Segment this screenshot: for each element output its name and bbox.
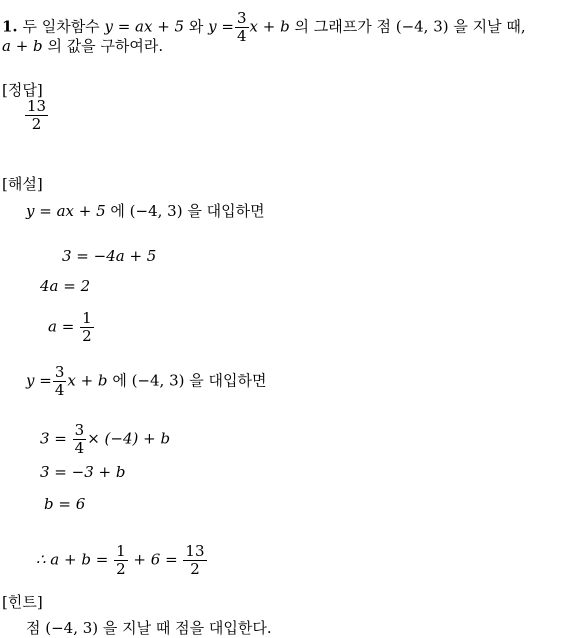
solution-substitute-text-1: 에 (−4, 3) 을 대입하면: [110, 202, 265, 220]
final-numerator-1: 1: [116, 542, 126, 560]
solution-equation-1: y = ax + 5: [26, 202, 106, 220]
s3-denominator: 2: [82, 327, 92, 345]
final-lhs: ∴ a + b =: [36, 550, 109, 569]
fraction-numerator: 3: [236, 9, 247, 27]
answer-fraction: [25, 98, 48, 133]
final-fraction-2: [183, 543, 206, 578]
sub2-fraction: [53, 364, 67, 399]
solution-line-t3: b = 6: [44, 495, 86, 513]
equation-1: y = ax + 5: [104, 17, 185, 36]
problem-expression: a + b: [2, 37, 43, 55]
t1-denominator: 4: [74, 439, 85, 457]
sub2-denominator: 4: [54, 381, 65, 399]
solution-line-s1: 3 = −4a + 5: [62, 247, 157, 265]
answer-numerator: 13: [27, 97, 47, 115]
t1-lhs: 3 =: [40, 429, 67, 448]
hint-label: [힌트]: [2, 593, 43, 611]
sub2-numerator: 3: [54, 363, 65, 381]
solution-step-intro-1: [26, 201, 265, 221]
t1-numerator: 3: [74, 421, 85, 439]
problem-text-a: 두 일차함수: [22, 17, 100, 36]
s3-numerator: 1: [82, 309, 92, 327]
solution-label: [해설]: [2, 175, 43, 193]
solution-s3-fraction: [80, 310, 94, 345]
problem-question: 의 값을 구하여라.: [47, 37, 164, 55]
t1-rhs: × (−4) + b: [87, 429, 171, 448]
sub2-rhs: x + b: [67, 371, 108, 390]
solution-s3-lhs: a =: [48, 317, 75, 336]
equation-2-rhs: x + b: [249, 17, 290, 36]
sub2-lhs: y =: [26, 371, 52, 390]
solution-substitute-text-2: 에 (−4, 3) 을 대입하면: [112, 371, 267, 390]
problem-text-b: 와: [188, 17, 204, 36]
solution-line-s2: 4a = 2: [40, 277, 91, 295]
final-mid: + 6 =: [133, 550, 178, 569]
final-denominator-2: 2: [183, 560, 206, 578]
final-denominator-1: 2: [116, 560, 126, 578]
problem-number: 1.: [2, 17, 18, 36]
final-numerator-2: 13: [185, 542, 205, 560]
answer-value: [24, 98, 49, 133]
final-fraction-1: [114, 543, 128, 578]
t1-fraction: [73, 422, 87, 457]
answer-denominator: 2: [25, 115, 48, 133]
solution-final: [36, 543, 208, 578]
problem-text-c: 의 그래프가 점 (−4, 3) 을 지날 때,: [294, 17, 526, 36]
answer-label: [정답]: [2, 81, 43, 99]
solution-line-t1: [40, 422, 170, 457]
solution-line-s3: [48, 310, 95, 345]
hint-text: 점 (−4, 3) 을 지날 때 점을 대입한다.: [26, 619, 272, 637]
problem-line-2: [2, 36, 163, 56]
equation-2-lhs: y =: [208, 17, 234, 36]
equation-2-fraction: [235, 10, 249, 45]
solution-step-intro-2: [26, 364, 266, 399]
fraction-denominator: 4: [236, 27, 247, 45]
solution-line-t2: 3 = −3 + b: [40, 463, 126, 481]
